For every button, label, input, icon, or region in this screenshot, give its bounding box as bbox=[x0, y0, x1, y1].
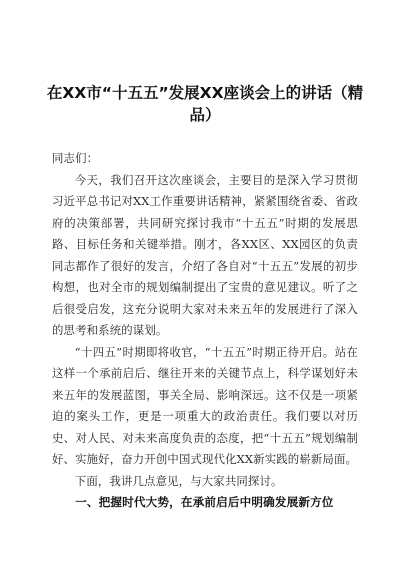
greeting: 同志们： bbox=[52, 151, 99, 165]
document-body bbox=[52, 148, 358, 514]
section-heading: 一、把握时代大势，在承前启后中明确发展新方位 bbox=[75, 495, 334, 509]
paragraph-opening: 今天，我们召开这次座谈会，主要目的是深入学习贯彻习近平总书记对XX工作重要讲话精神，紧紧围绕省委、省政府的决策部署，共同研究探讨我市“十五五”时期的发展思路、目标任务和关键举措。刚才，各XX区、XX园区的负责同志都作了很好的发言，介绍了各自对“十五五”发展的初步构想，也对全市的规划编制提出了宝贵的意见建议。听了之后很受启发，这充分说明大家对未来五年的发展进行了深入的思考和系统的谋划。 bbox=[52, 172, 358, 337]
paragraph-context: “十四五”时期即将收官，“十五五”时期正待开启。站在这样一个承前启后、继往开来的关键节点上，科学谋划好未来五年的发展蓝图，事关全局、影响深远。这不仅是一项紧迫的案头工作，更是一项重大的政治责任。我们要以对历史、对人民、对未来高度负责的态度，把“十五五”规划编制好、实施好，奋力开创中国式现代化XX新实践的崭新局面。 bbox=[52, 344, 358, 466]
document-title: 在XX市“十五五”发展XX座谈会上的讲话（精品） bbox=[46, 84, 364, 124]
paragraph-transition: 下面，我讲几点意见，与大家共同探讨。 bbox=[74, 473, 283, 488]
